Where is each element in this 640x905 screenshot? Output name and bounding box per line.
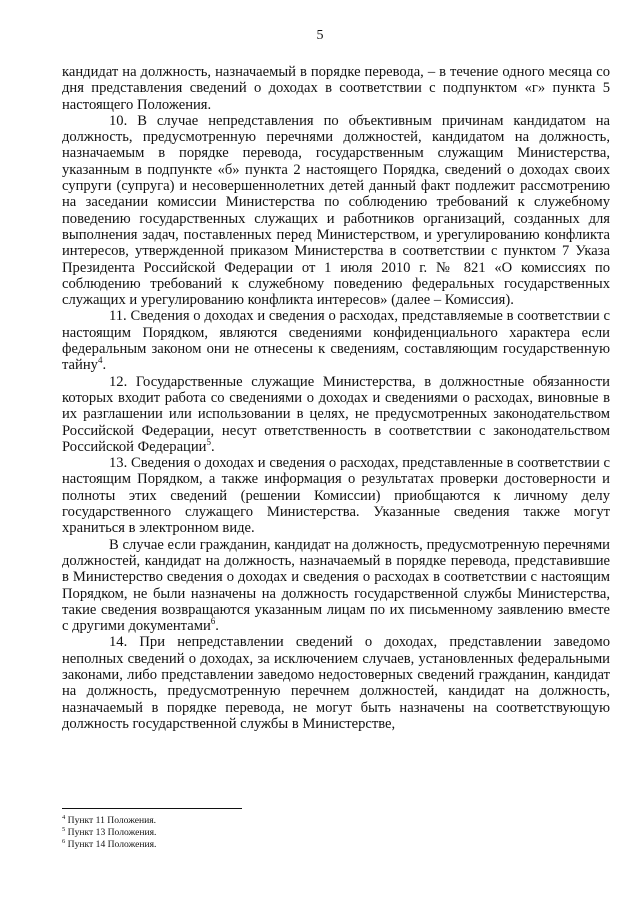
- document-body: [62, 64, 610, 732]
- paragraph-14: 14. При непредставлении сведений о доходах, представлении заведомо неполных сведений о доходах, за исключением случаев, установленных федеральными законами, либо представлении заведомо недостоверных сведений гражданин, кандидат на должность, предусмотренную перечнем должностей, кандидат на должность, назначаемый в порядке перевода, не могут быть назначены на соответствующую должность государственной службы в Министерстве,: [62, 634, 610, 732]
- footnote-separator: [62, 808, 242, 809]
- footnote-5: $^5$ Пункт 13 Положения.: [62, 826, 157, 839]
- footnote-ref-4[interactable]: 4: [97, 355, 103, 366]
- paragraph-continuation: кандидат на должность, назначаемый в порядке перевода, – в течение одного месяца со дня представления сведений о доходах в соответствии с подпунктом «г» пункта 5 настоящего Положения.: [62, 64, 610, 113]
- paragraph-10: 10. В случае непредставления по объективным причинам кандидатом на должность, предусмотренную перечнями должностей, кандидатом на должность, назначаемым в порядке перевода, государственным служащим Министерства, указанным в подпункте «б» пункта 2 настоящего Порядка, сведений о доходах своих супруги (супруга) и несовершеннолетних детей данный факт подлежит рассмотрению на заседании комиссии Министерства по соблюдению требований к служебному поведению государственных служащих и работников организаций, созданных для выполнения задач, поставленных перед Министерством, и урегулированию конфликта интересов, утвержденной приказом Министерства в соответствии с пунктом 7 Указа Президента Российской Федерации от 1 июля 2010 г. № 821 «О комиссиях по соблюдению требований к служебному поведению федеральных государственных служащих и урегулированию конфликта интересов» (далее – Комиссия).: [62, 112, 610, 309]
- paragraph-13-returned-documents: В случае если гражданин, кандидат на должность, предусмотренную перечнями должностей, кандидат на должность, назначаемый в порядке перевода, представившие в Министерство сведения о доходах и сведения о расходах в соответствии с настоящим Порядком, не были назначены на должность государственной службы Министерства, такие сведения возвращаются указанным лицам по их письменному заявлению вместе с другими документами$^6$.: [62, 536, 610, 635]
- paragraph-12: 12. Государственные служащие Министерства, в должностные обязанности которых входит работа со сведениями о доходах и сведениями о расходах, виновные в их разглашении или использовании в целях, не предусмотренных законодательством Российской Федерации, несут ответственность в соответствии с законодательством Российской Федерации$^5$.: [62, 373, 610, 455]
- footnote-4: $^4$ Пункт 11 Положения.: [62, 813, 157, 826]
- paragraph-11: 11. Сведения о доходах и сведения о расходах, представляемые в соответствии с настоящим Порядком, являются сведениями конфиденциального характера если федеральным законом они не отнесены к сведениям, составляющим государственную тайну$^4$.: [62, 308, 610, 374]
- footnote-ref-5[interactable]: 5: [206, 436, 211, 447]
- footnote-6: $^6$ Пункт 14 Положения.: [62, 838, 157, 851]
- paragraph-13: 13. Сведения о доходах и сведения о расходах, представленные в соответствии с настоящим Порядком, а также информация о результатах проверки достоверности и полноты этих сведений (решении Комиссии) приобщаются к личному делу государственного служащего Министерства. Указанные сведения также могут храниться в электронном виде.: [62, 455, 610, 537]
- footnotes: [62, 815, 462, 852]
- footnote-ref-6[interactable]: 6: [210, 616, 216, 627]
- page-number: 5: [316, 28, 324, 43]
